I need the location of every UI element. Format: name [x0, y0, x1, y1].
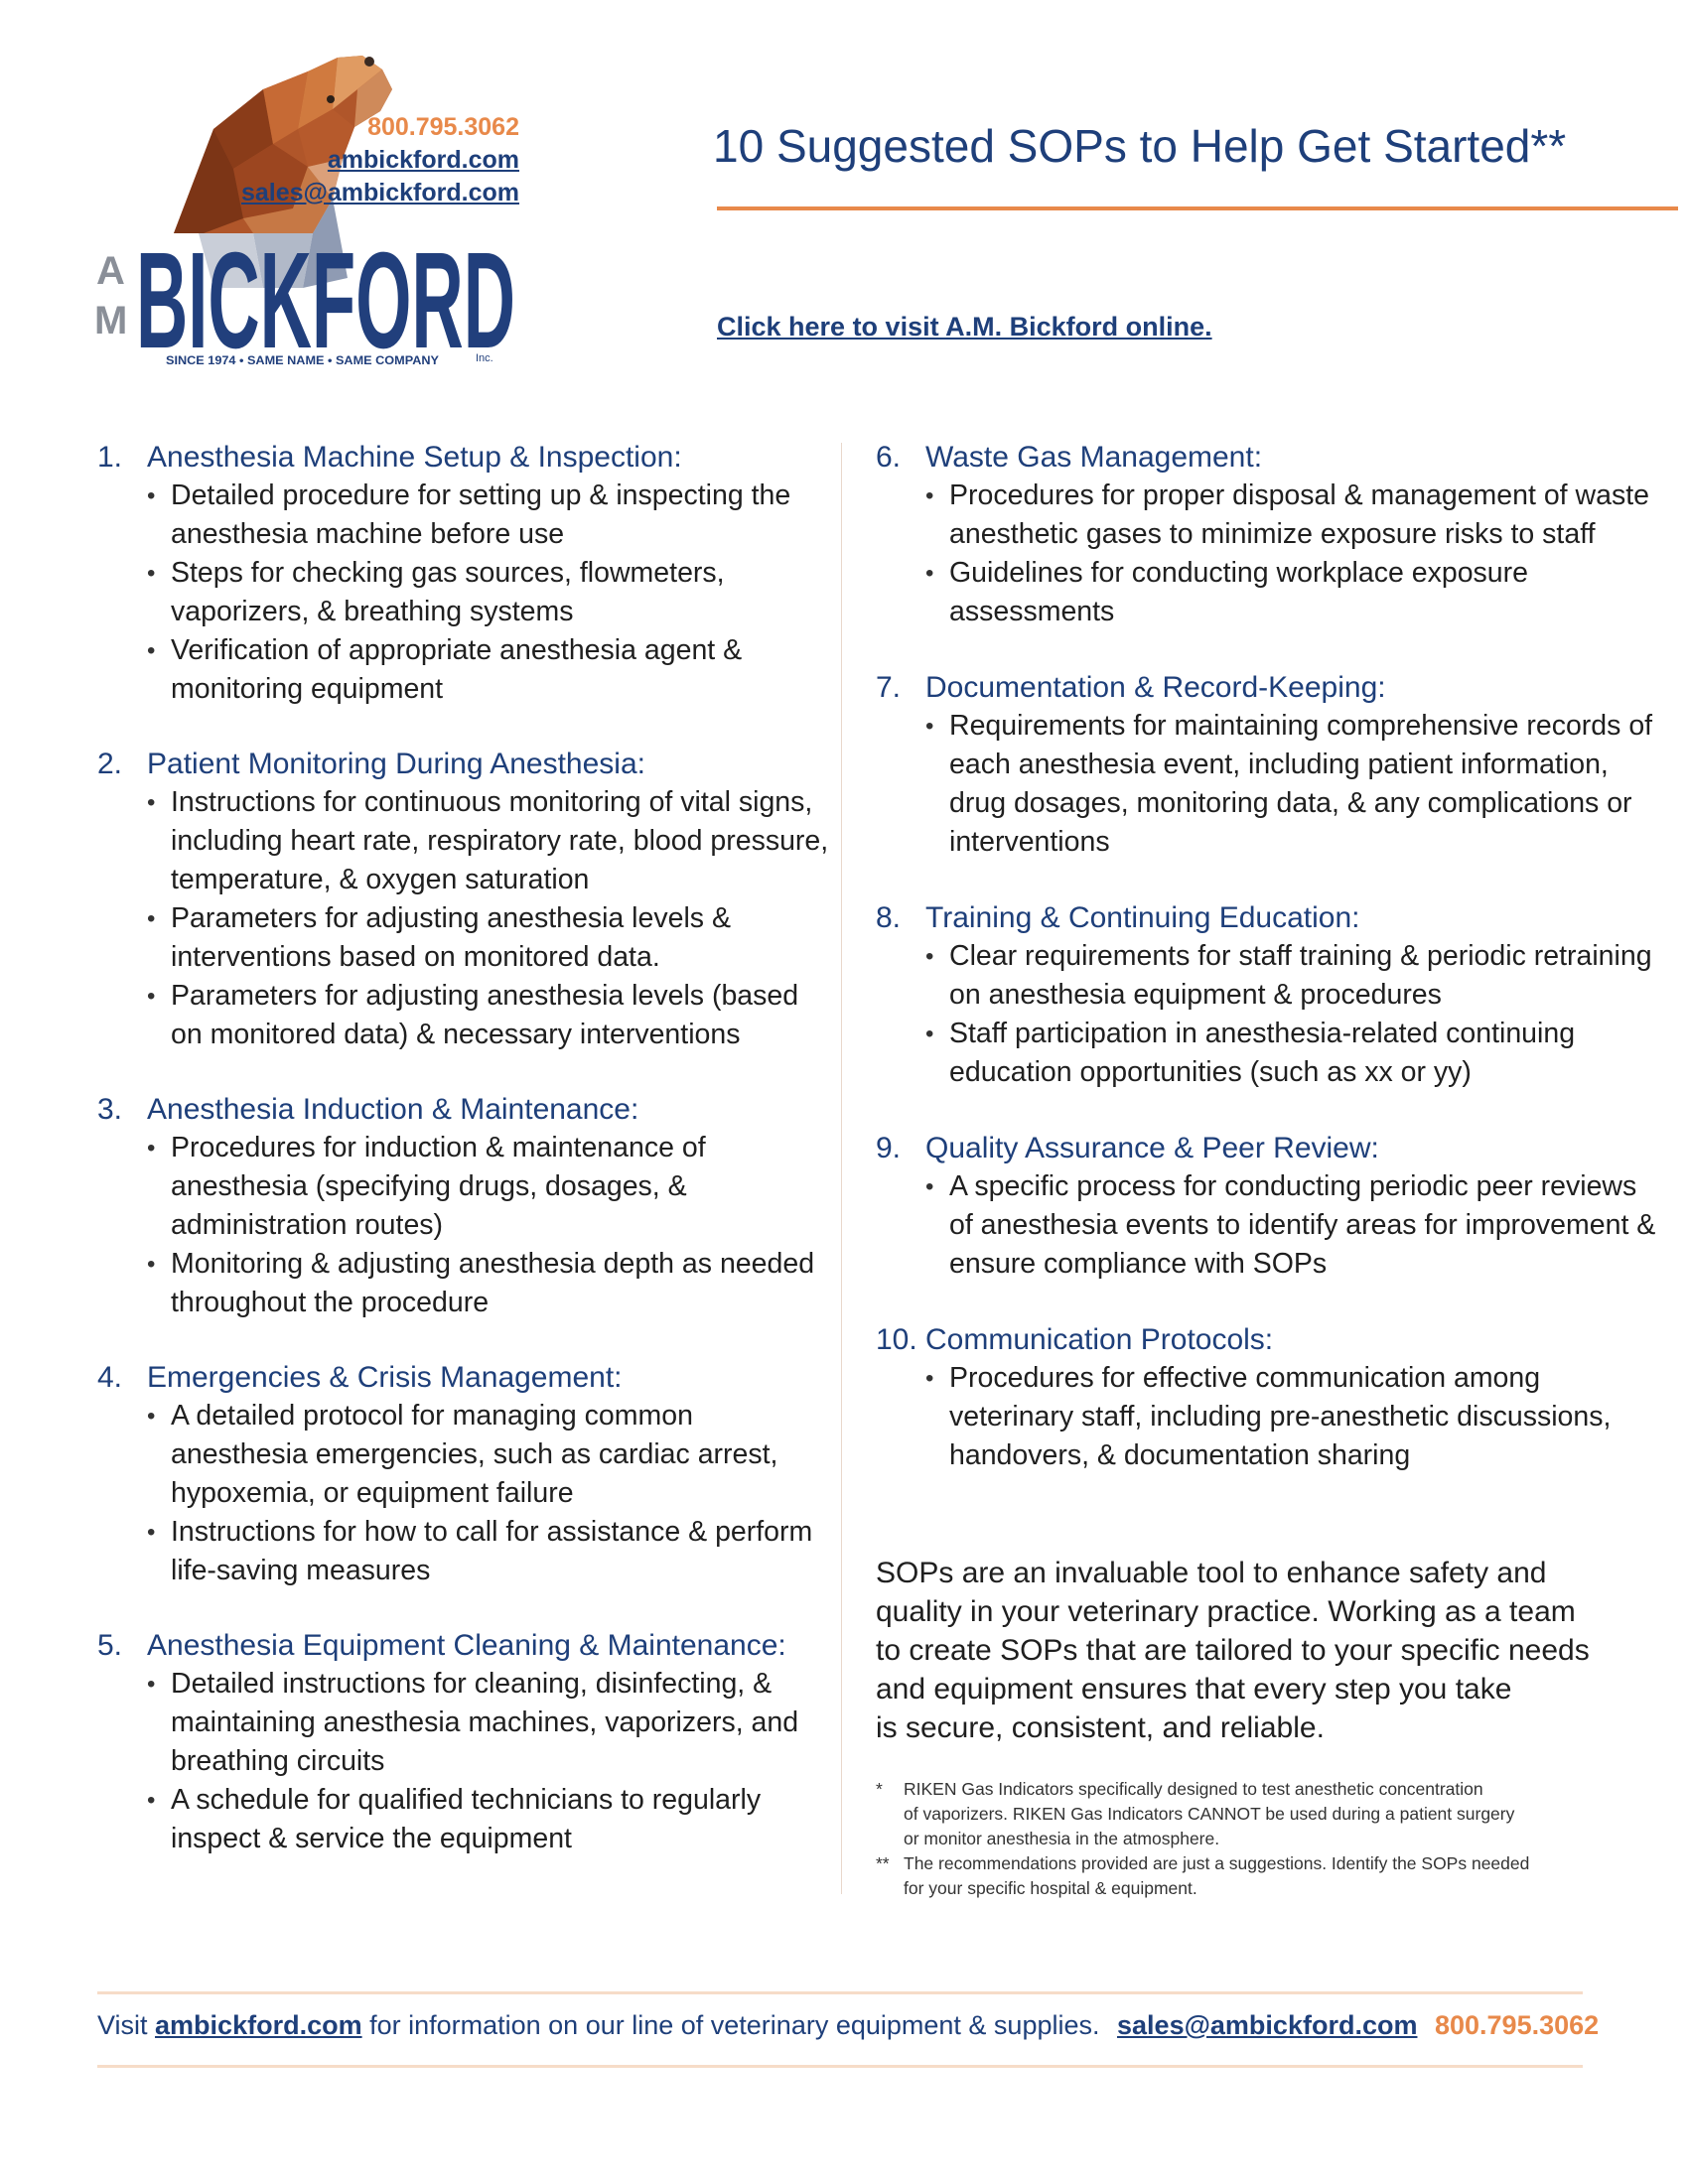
sop-bullet: • A detailed protocol for managing common anesthesia emergencies, such as cardiac arrest, hypoxemia, or equipment failure [147, 1397, 832, 1513]
logo-letter-m: M [94, 299, 128, 342]
sop-column-right [876, 439, 1660, 1513]
sop-bullet: • Detailed procedure for setting up & inspecting the anesthesia machine before use [147, 477, 832, 554]
logo-letter-a: A [96, 249, 125, 293]
sop-section [876, 669, 1660, 862]
sop-bullet: • Verification of appropriate anesthesia agent & monitoring equipment [147, 631, 832, 709]
sop-number: 6. [876, 441, 902, 474]
column-divider [841, 443, 842, 1894]
closing-line: quality in your veterinary practice. Working as a team [876, 1595, 1576, 1628]
footnote-line: for your specific hospital & equipment. [904, 1878, 1197, 1898]
closing-paragraph [876, 1554, 1630, 1747]
sop-number: 5. [97, 1629, 123, 1662]
sop-bullet: • Instructions for continuous monitoring of vital signs, including heart rate, respiratory rate, blood pressure, temperature, & oxygen saturation [147, 783, 832, 899]
sop-section [876, 1321, 1660, 1475]
sop-bullet: • Guidelines for conducting workplace exposure assessments [925, 554, 1660, 631]
sop-number: 10. [876, 1323, 917, 1356]
footer-website-link[interactable]: ambickford.com [155, 2010, 362, 2040]
sop-number: 8. [876, 901, 902, 934]
logo-inc: Inc. [476, 352, 493, 364]
sop-bullet: • Parameters for adjusting anesthesia levels & interventions based on monitored data. [147, 899, 832, 977]
sop-title: Documentation & Record-Keeping: [925, 671, 1386, 704]
footnote-mark: ** [876, 1853, 890, 1873]
sop-bullet: • Procedures for induction & maintenance of anesthesia (specifying drugs, dosages, & administration routes) [147, 1129, 832, 1245]
footnote-line: or monitor anesthesia in the atmosphere. [904, 1829, 1220, 1848]
sop-number: 4. [97, 1361, 123, 1394]
sop-section [97, 746, 832, 1054]
sop-section [97, 439, 832, 709]
sop-title: Anesthesia Induction & Maintenance: [147, 1093, 639, 1126]
footnote-line: The recommendations provided are just a suggestions. Identify the SOPs needed [904, 1853, 1530, 1873]
sop-bullet: • Monitoring & adjusting anesthesia depth as needed throughout the procedure [147, 1245, 832, 1322]
sop-number: 7. [876, 671, 902, 704]
closing-line: and equipment ensures that every step you take [876, 1673, 1512, 1706]
sop-bullet: • Staff participation in anesthesia-related continuing education opportunities (such as xx or yy) [925, 1015, 1660, 1092]
sop-title: Quality Assurance & Peer Review: [925, 1132, 1379, 1164]
sop-bullet: • Procedures for proper disposal & management of waste anesthetic gases to minimize exposure risks to staff [925, 477, 1660, 554]
sop-number: 3. [97, 1093, 123, 1126]
visit-online-link[interactable]: Click here to visit A.M. Bickford online. [717, 312, 1212, 341]
sop-title: Communication Protocols: [925, 1323, 1274, 1356]
page-title: 10 Suggested SOPs to Help Get Started** [713, 120, 1567, 172]
footnote [876, 1777, 1670, 1851]
sop-bullet: • Detailed instructions for cleaning, disinfecting, & maintaining anesthesia machines, vaporizers, and breathing circuits [147, 1665, 832, 1781]
header-contact [241, 111, 519, 209]
footnote-line: RIKEN Gas Indicators specifically designed to test anesthetic concentration [904, 1779, 1483, 1799]
sop-number: 1. [97, 441, 123, 474]
sop-bullet: • Procedures for effective communication among veterinary staff, including pre-anesthetic discussions, handovers, & documentation sharing [925, 1359, 1660, 1475]
sop-section [876, 1130, 1660, 1284]
sop-section [876, 899, 1660, 1092]
sop-bullet: • Parameters for adjusting anesthesia levels (based on monitored data) & necessary interventions [147, 977, 832, 1054]
sop-bullet: • Requirements for maintaining comprehensive records of each anesthesia event, including patient information, drug dosages, monitoring data, & any complications or interventions [925, 707, 1660, 862]
bickford-logo [94, 238, 531, 367]
sop-title: Anesthesia Equipment Cleaning & Maintenance: [147, 1629, 786, 1662]
sop-bullet: • Clear requirements for staff training & periodic retraining on anesthesia equipment & procedures [925, 937, 1660, 1015]
sop-title: Waste Gas Management: [925, 441, 1263, 474]
header-website-link[interactable]: ambickford.com [327, 146, 519, 174]
footnote [876, 1851, 1670, 1901]
sop-number: 9. [876, 1132, 902, 1164]
sop-title: Anesthesia Machine Setup & Inspection: [147, 441, 682, 474]
closing-line: SOPs are an invaluable tool to enhance safety and [876, 1557, 1547, 1589]
title-divider [717, 206, 1678, 210]
sop-title: Patient Monitoring During Anesthesia: [147, 748, 645, 780]
sop-section [97, 1091, 832, 1322]
footnote-line: of vaporizers. RIKEN Gas Indicators CANNOT be used during a patient surgery [904, 1804, 1515, 1824]
sop-section [97, 1627, 832, 1858]
footer-phone[interactable]: 800.795.3062 [1434, 2010, 1600, 2040]
closing-line: is secure, consistent, and reliable. [876, 1711, 1325, 1744]
footnote-mark: * [876, 1779, 883, 1799]
logo-wordmark: BICKFORD [136, 238, 515, 367]
footer-info-text: for information on our line of veterinary equipment & supplies. [361, 2010, 1100, 2040]
sop-title: Training & Continuing Education: [925, 901, 1360, 934]
sop-section [97, 1359, 832, 1590]
logo-tagline: SINCE 1974 • SAME NAME • SAME COMPANY [166, 353, 439, 367]
footer [97, 2010, 1599, 2041]
footer-divider-top [97, 1991, 1583, 1994]
sop-bullet: • A schedule for qualified technicians to regularly inspect & service the equipment [147, 1781, 832, 1858]
header-phone[interactable]: 800.795.3062 [367, 113, 519, 141]
sop-bullet: • A specific process for conducting periodic peer reviews of anesthesia events to identify areas for improvement & ensure compliance with SOPs [925, 1167, 1660, 1284]
header-email-link[interactable]: sales@ambickford.com [240, 179, 519, 206]
footer-email-link[interactable]: sales@ambickford.com [1117, 2010, 1418, 2040]
sop-bullet: • Instructions for how to call for assistance & perform life-saving measures [147, 1513, 832, 1590]
sop-title: Emergencies & Crisis Management: [147, 1361, 623, 1394]
footer-divider-bottom [97, 2065, 1583, 2068]
sop-column-left [97, 439, 832, 1895]
footnotes [876, 1777, 1670, 1901]
sop-section [876, 439, 1660, 631]
footer-visit-text: Visit [97, 2010, 156, 2040]
sop-number: 2. [97, 748, 123, 780]
closing-line: to create SOPs that are tailored to your specific needs [876, 1634, 1590, 1667]
sop-bullet: • Steps for checking gas sources, flowmeters, vaporizers, & breathing systems [147, 554, 832, 631]
